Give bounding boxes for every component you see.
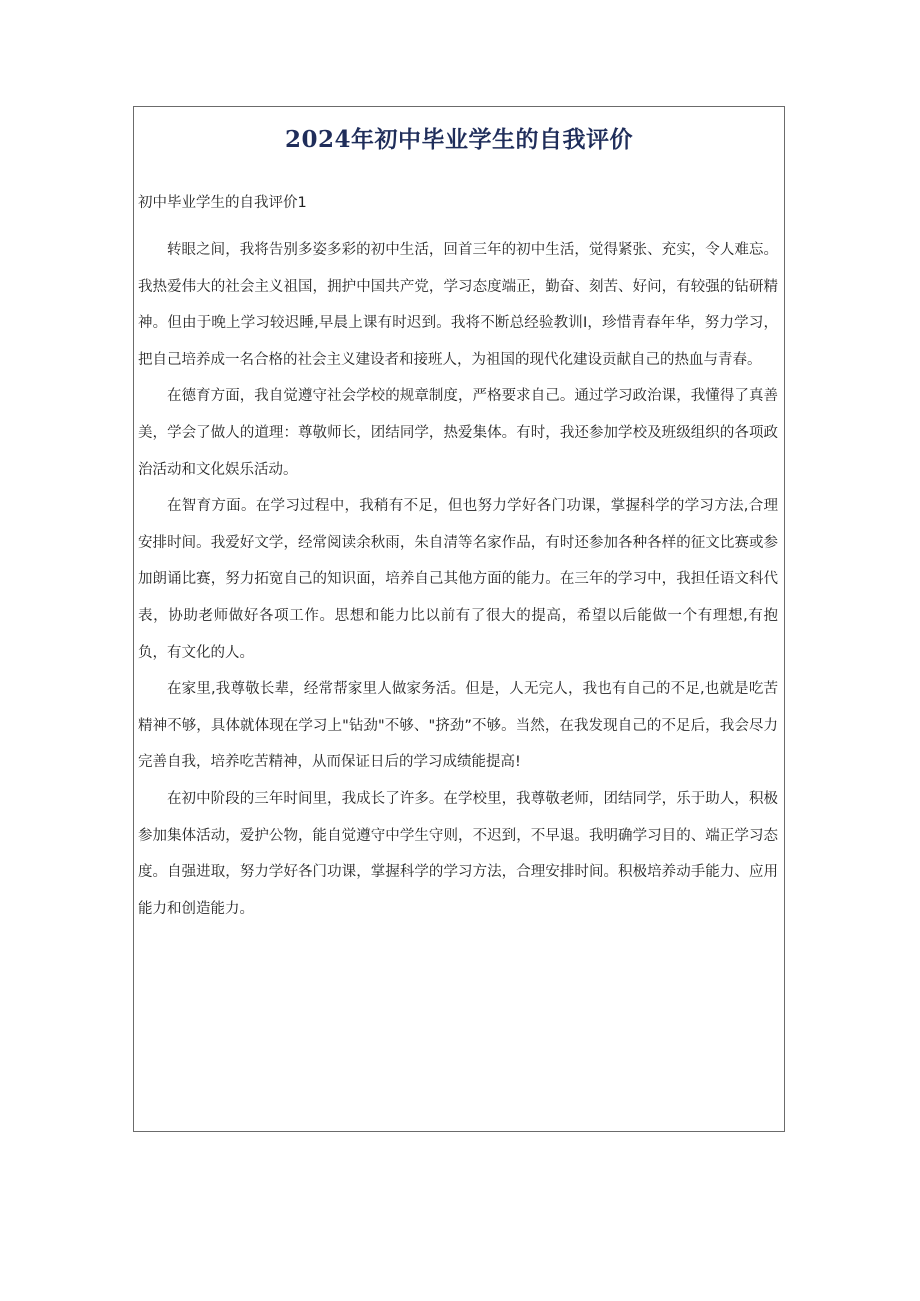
paragraph-1: 转眼之间，我将告别多姿多彩的初中生活，回首三年的初中生活，觉得紧张、充实，令人难忘。我热爱伟大的社会主义祖国，拥护中国共产党，学习态度端正，勤奋、刻苦、好问，有较强的钻研精神。但由于晚上学习较迟睡,早晨上课有时迟到。我将不断总经验教训I，珍惜青春年华，努力学习，把自己培养成一名合格的社会主义建设者和接班人，为祖国的现代化建设贡献自己的热血与青春。 [138,242,778,368]
paragraph-4: 在家里,我尊敬长辈，经常帮家里人做家务活。但是，人无完人，我也有自己的不足,也就是吃苦精神不够，具体就体现在学习上"钻劲"不够、"挤劲”不够。当然，在我发现自己的不足后，我会尽力完善自我，培养吃苦精神，从而保证日后的学习成绩能提高! [138,681,778,771]
document-title: 2024年初中毕业学生的自我评价 [284,126,633,153]
document-frame [133,106,785,1132]
section-heading: 初中毕业学生的自我评价1 [138,195,307,211]
paragraph-5: 在初中阶段的三年时间里，我成长了许多。在学校里，我尊敬老师，团结同学，乐于助人，积极参加集体活动，爱护公物，能自觉遵守中学生守则，不迟到，不早退。我明确学习目的、端正学习态度。自强进取，努力学好各门功课，掌握科学的学习方法，合理安排时间。积极培养动手能力、应用能力和创造能力。 [138,790,778,917]
paragraph-3: 在智育方面。在学习过程中，我稍有不足，但也努力学好各门功课，掌握科学的学习方法,合理安排时间。我爱好文学，经常阅读余秋雨，朱自清等名家作品，有时还参加各种各样的征文比赛或参加朗诵比赛，努力拓宽自己的知识面，培养自己其他方面的能力。在三年的学习中，我担任语文科代表，协助老师做好各项工作。思想和能力比以前有了很大的提高，希望以后能做一个有理想,有抱负，有文化的人。 [138,498,778,661]
document-body [138,232,778,927]
paragraph-2: 在德育方面，我自觉遵守社会学校的规章制度，严格要求自己。通过学习政治课，我懂得了真善美，学会了做人的道理：尊敬师长，团结同学，热爱集体。有时，我还参加学校及班级组织的各项政治活动和文化娱乐活动。 [138,388,778,478]
